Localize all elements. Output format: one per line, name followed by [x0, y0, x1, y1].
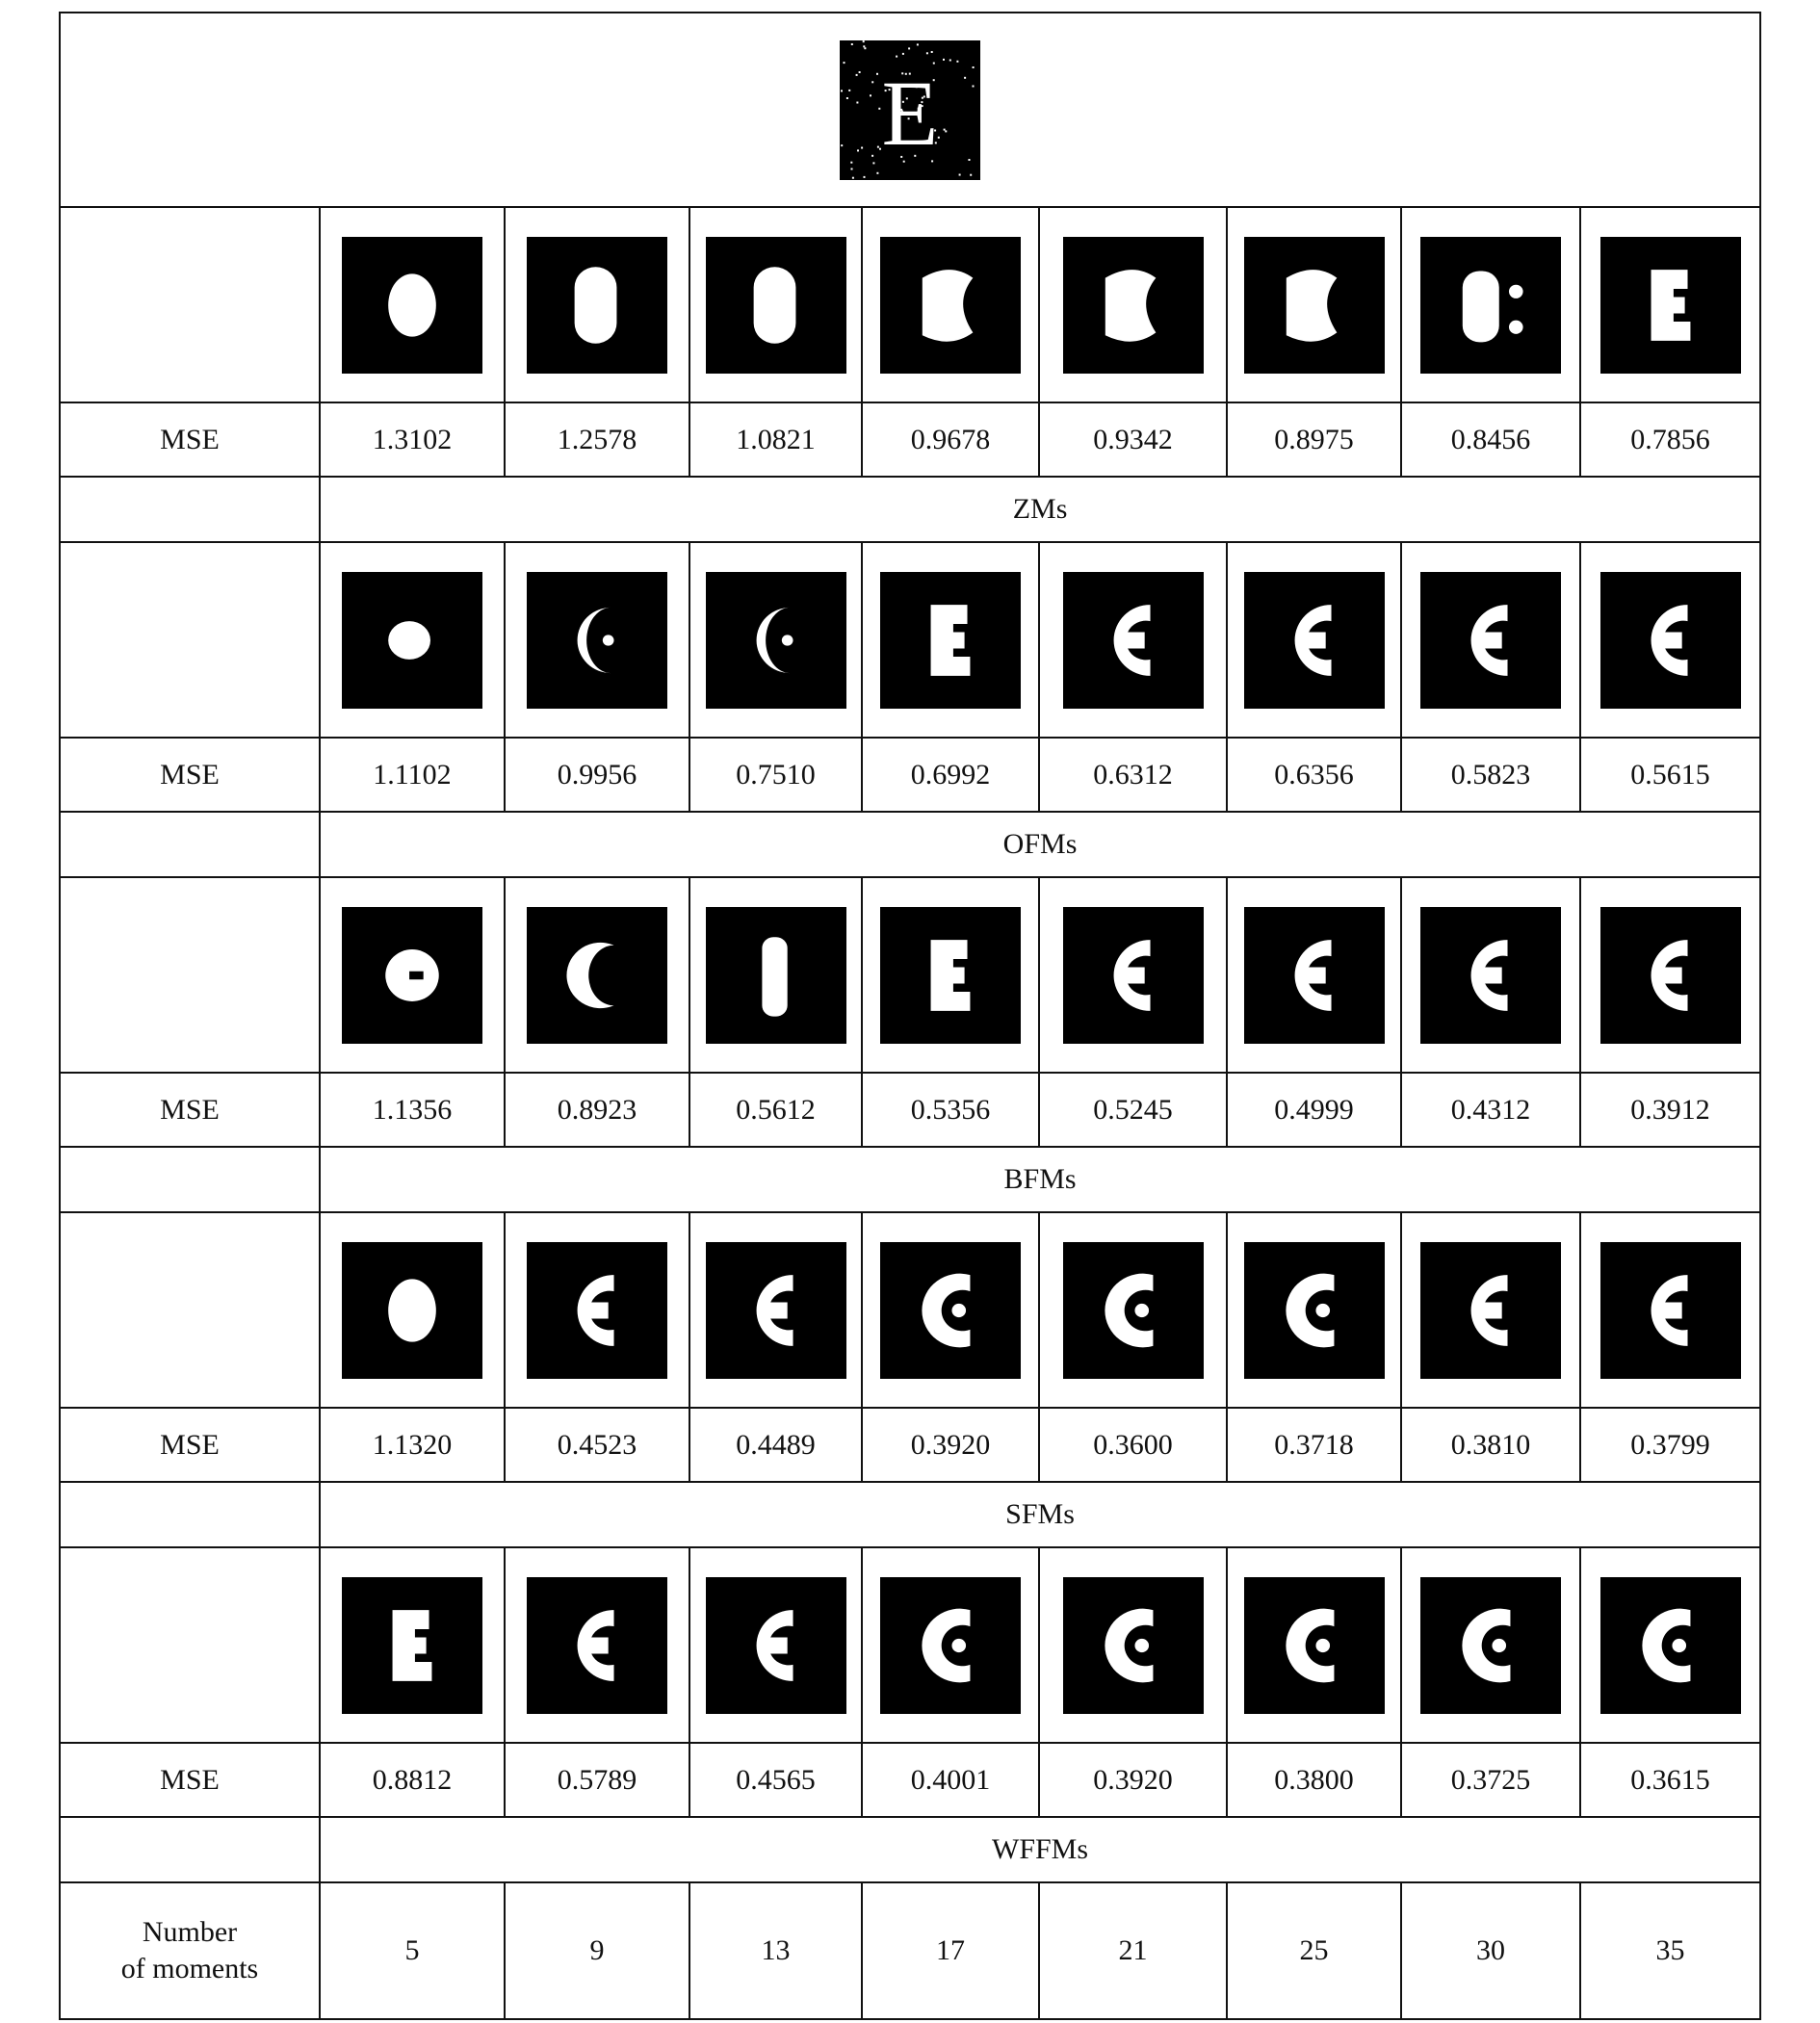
- mse-value: 1.1356: [320, 1073, 505, 1147]
- empty-label-cell: [60, 1547, 320, 1743]
- mse-value: 0.8975: [1227, 402, 1401, 477]
- reconstruction-image-row: [60, 207, 1760, 402]
- label-line: of moments: [120, 1953, 259, 1984]
- empty-label-cell: [60, 812, 320, 877]
- reconstruction-cell: [862, 207, 1039, 402]
- crescent-dot-icon: [527, 572, 667, 709]
- moment-count: 25: [1227, 1882, 1401, 2019]
- reconstruction-image-row: [60, 1212, 1760, 1408]
- reconstruction-cell: [689, 1212, 862, 1408]
- blob-oval-icon: [342, 237, 482, 374]
- mse-value: 1.1320: [320, 1408, 505, 1482]
- mse-value: 0.3920: [862, 1408, 1039, 1482]
- reconstruction-cell: [689, 877, 862, 1073]
- mse-value: 1.0821: [689, 402, 862, 477]
- letter-e-icon: [1244, 572, 1385, 709]
- reconstruction-cell: [1580, 1547, 1760, 1743]
- label-line: Number: [142, 1916, 238, 1948]
- reconstruction-cell: [689, 542, 862, 738]
- blob-bite-icon: [1063, 237, 1204, 374]
- mse-value: 0.3718: [1227, 1408, 1401, 1482]
- reconstruction-cell: [505, 1212, 689, 1408]
- method-row: [60, 812, 1760, 877]
- number-of-moments-label: [60, 1882, 320, 2019]
- reconstruction-cell: [1039, 1212, 1227, 1408]
- letter-e-icon: [1420, 572, 1561, 709]
- crescent-dot-icon: [706, 572, 846, 709]
- mse-value: 1.2578: [505, 402, 689, 477]
- reconstruction-cell: [689, 207, 862, 402]
- original-image-cell: [60, 13, 1760, 207]
- letter-e-icon: [1063, 907, 1204, 1044]
- reconstruction-cell: [1039, 877, 1227, 1073]
- comparison-table: [59, 12, 1759, 2010]
- moment-count: 5: [320, 1882, 505, 2019]
- mse-label: MSE: [60, 738, 320, 812]
- mse-value: 0.4001: [862, 1743, 1039, 1817]
- mse-value: 0.8923: [505, 1073, 689, 1147]
- letter-e-icon: [1420, 1242, 1561, 1379]
- mse-value: 0.6356: [1227, 738, 1401, 812]
- empty-label-cell: [60, 1482, 320, 1547]
- letter-e-icon: [527, 1577, 667, 1714]
- ring-e-icon: [1063, 1242, 1204, 1379]
- reconstruction-cell: [862, 1212, 1039, 1408]
- mse-row: [60, 402, 1760, 477]
- mse-value: 0.8456: [1401, 402, 1580, 477]
- mse-label: MSE: [60, 1743, 320, 1817]
- reconstruction-cell: [320, 542, 505, 738]
- reconstruction-cell: [1580, 207, 1760, 402]
- blob-small-icon: [342, 572, 482, 709]
- mse-value: 0.8812: [320, 1743, 505, 1817]
- reconstruction-image-row: [60, 877, 1760, 1073]
- empty-label-cell: [60, 1147, 320, 1212]
- reconstruction-cell: [862, 1547, 1039, 1743]
- method-row: [60, 1147, 1760, 1212]
- mse-value: 0.5356: [862, 1073, 1039, 1147]
- reconstruction-cell: [320, 1547, 505, 1743]
- ring-e-icon: [1420, 1577, 1561, 1714]
- reconstruction-cell: [505, 207, 689, 402]
- empty-label-cell: [60, 1817, 320, 1882]
- mse-row: [60, 1743, 1760, 1817]
- partial-e-icon: [342, 1577, 482, 1714]
- letter-e-icon: [706, 1577, 846, 1714]
- letter-e-icon: [527, 1242, 667, 1379]
- method-name: OFMs: [320, 812, 1760, 877]
- mse-value: 1.3102: [320, 402, 505, 477]
- reconstruction-cell: [1227, 1547, 1401, 1743]
- mse-value: 0.5612: [689, 1073, 862, 1147]
- mse-value: 0.3810: [1401, 1408, 1580, 1482]
- letter-e-icon: [1600, 1242, 1741, 1379]
- moments-row: [60, 1882, 1760, 2019]
- method-row: [60, 1817, 1760, 1882]
- partial-e-icon: [880, 572, 1021, 709]
- mse-value: 0.4312: [1401, 1073, 1580, 1147]
- ring-e-icon: [1244, 1242, 1385, 1379]
- blob-oval-tall-icon: [527, 237, 667, 374]
- mse-value: 0.6312: [1039, 738, 1227, 812]
- reconstruction-cell: [1401, 207, 1580, 402]
- reconstruction-cell: [689, 1547, 862, 1743]
- ring-e-icon: [880, 1242, 1021, 1379]
- mse-value: 0.9342: [1039, 402, 1227, 477]
- mse-value: 0.3920: [1039, 1743, 1227, 1817]
- ring-e-icon: [1600, 1577, 1741, 1714]
- ring-e-icon: [1244, 1577, 1385, 1714]
- blob-oval-tall-icon: [706, 237, 846, 374]
- reconstruction-cell: [1227, 542, 1401, 738]
- method-row: [60, 1482, 1760, 1547]
- mse-value: 0.7856: [1580, 402, 1760, 477]
- reconstruction-cell: [320, 207, 505, 402]
- reconstruction-cell: [505, 542, 689, 738]
- reconstruction-cell: [1227, 207, 1401, 402]
- original-letter-e-image: [840, 40, 980, 180]
- mse-value: 0.3799: [1580, 1408, 1760, 1482]
- mse-row: [60, 1408, 1760, 1482]
- bar-icon: [706, 907, 846, 1044]
- reconstruction-cell: [1401, 1547, 1580, 1743]
- letter-e-icon: [1244, 907, 1385, 1044]
- letter-e-icon: [1063, 572, 1204, 709]
- mse-value: 0.5823: [1401, 738, 1580, 812]
- reconstruction-cell: [505, 1547, 689, 1743]
- reconstruction-cell: [1227, 877, 1401, 1073]
- letter-e-icon: [1420, 907, 1561, 1044]
- partial-e-icon: [880, 907, 1021, 1044]
- moment-count: 21: [1039, 1882, 1227, 2019]
- mse-value: 0.5615: [1580, 738, 1760, 812]
- mse-value: 0.5789: [505, 1743, 689, 1817]
- letter-e-icon: [706, 1242, 846, 1379]
- crescent-icon: [527, 907, 667, 1044]
- method-name: ZMs: [320, 477, 1760, 542]
- mse-value: 1.1102: [320, 738, 505, 812]
- mse-label: MSE: [60, 402, 320, 477]
- reconstruction-cell: [505, 877, 689, 1073]
- reconstruction-cell: [1401, 1212, 1580, 1408]
- mse-value: 0.7510: [689, 738, 862, 812]
- moment-count: 17: [862, 1882, 1039, 2019]
- mse-label: MSE: [60, 1073, 320, 1147]
- mse-value: 0.4523: [505, 1408, 689, 1482]
- reconstruction-cell: [1039, 1547, 1227, 1743]
- mse-value: 0.6992: [862, 738, 1039, 812]
- blob-dot-icon: [342, 907, 482, 1044]
- mse-value: 0.3600: [1039, 1408, 1227, 1482]
- ring-e-icon: [1063, 1577, 1204, 1714]
- reconstruction-image-row: [60, 1547, 1760, 1743]
- svg-text:E: E: [881, 61, 939, 165]
- blob-bite-icon: [880, 237, 1021, 374]
- moment-count: 13: [689, 1882, 862, 2019]
- reconstruction-image-row: [60, 542, 1760, 738]
- mse-value: 0.5245: [1039, 1073, 1227, 1147]
- empty-label-cell: [60, 207, 320, 402]
- reconstruction-cell: [1401, 542, 1580, 738]
- reconstruction-cell: [1580, 877, 1760, 1073]
- empty-label-cell: [60, 1212, 320, 1408]
- reconstruction-cell: [1401, 877, 1580, 1073]
- blob-bite-icon: [1244, 237, 1385, 374]
- reconstruction-cell: [1039, 207, 1227, 402]
- empty-label-cell: [60, 477, 320, 542]
- mse-row: [60, 738, 1760, 812]
- mse-value: 0.3725: [1401, 1743, 1580, 1817]
- mse-value: 0.4565: [689, 1743, 862, 1817]
- mse-value: 0.9678: [862, 402, 1039, 477]
- reconstruction-cell: [862, 877, 1039, 1073]
- mse-value: 0.3912: [1580, 1073, 1760, 1147]
- blob-oval-icon: [342, 1242, 482, 1379]
- method-name: BFMs: [320, 1147, 1760, 1212]
- letter-e-icon: [1600, 907, 1741, 1044]
- empty-label-cell: [60, 542, 320, 738]
- moment-count: 30: [1401, 1882, 1580, 2019]
- mse-value: 0.4489: [689, 1408, 862, 1482]
- letter-e-icon: [1600, 572, 1741, 709]
- mse-value: 0.4999: [1227, 1073, 1401, 1147]
- reconstruction-cell: [1227, 1212, 1401, 1408]
- mse-value: 0.9956: [505, 738, 689, 812]
- mse-label: MSE: [60, 1408, 320, 1482]
- method-name: SFMs: [320, 1482, 1760, 1547]
- ring-e-icon: [880, 1577, 1021, 1714]
- blob-notch-icon: [1420, 237, 1561, 374]
- reconstruction-cell: [1580, 542, 1760, 738]
- moment-count: 35: [1580, 1882, 1760, 2019]
- mse-value: 0.3800: [1227, 1743, 1401, 1817]
- moment-count: 9: [505, 1882, 689, 2019]
- partial-e-icon: [1600, 237, 1741, 374]
- reconstruction-cell: [320, 877, 505, 1073]
- noisy-e-icon: [840, 40, 980, 180]
- mse-value: 0.3615: [1580, 1743, 1760, 1817]
- empty-label-cell: [60, 877, 320, 1073]
- mse-row: [60, 1073, 1760, 1147]
- method-row: [60, 477, 1760, 542]
- method-name: WFFMs: [320, 1817, 1760, 1882]
- reconstruction-cell: [862, 542, 1039, 738]
- reconstruction-cell: [1039, 542, 1227, 738]
- reconstruction-cell: [1580, 1212, 1760, 1408]
- reconstruction-cell: [320, 1212, 505, 1408]
